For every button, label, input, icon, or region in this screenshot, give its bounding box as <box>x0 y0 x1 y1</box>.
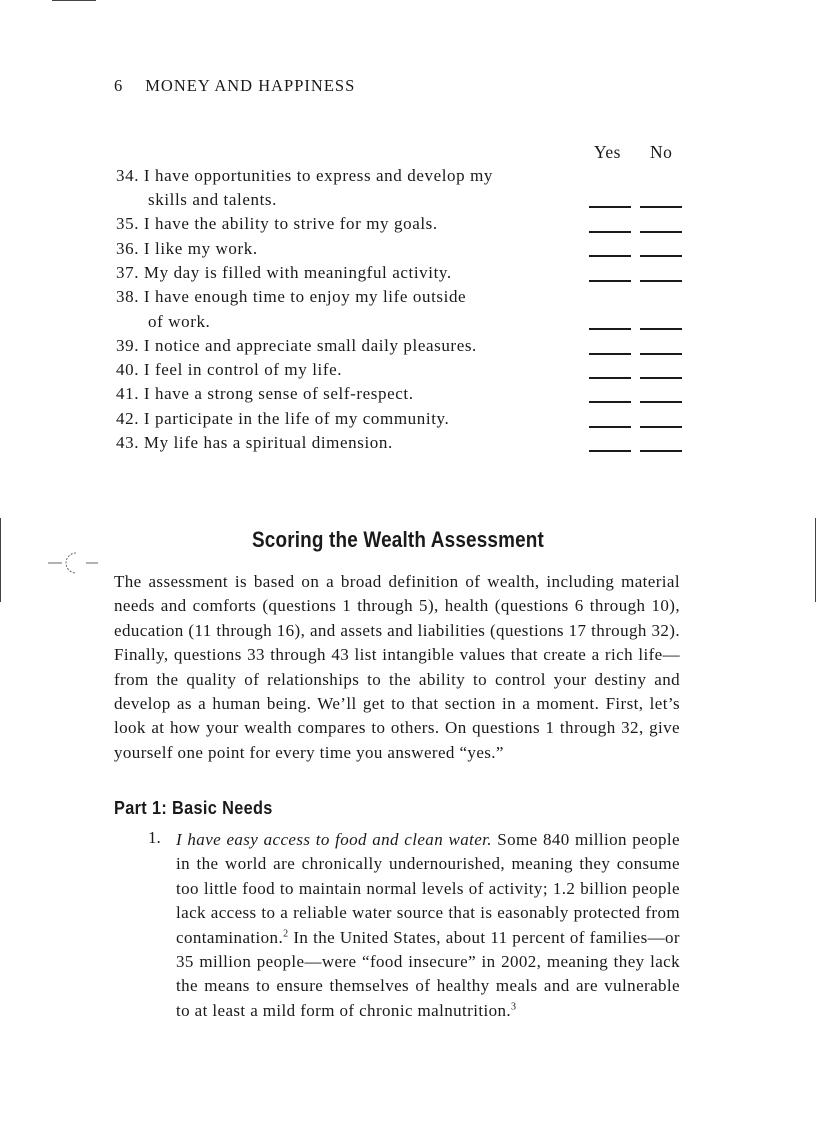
question-34-line-1: 34. I have opportunities to express and develop my <box>116 166 494 185</box>
item-lead-italic: I have easy access to food and clean water. <box>176 830 492 849</box>
no-answer-blank[interactable] <box>640 231 682 233</box>
crop-mark-top <box>52 0 96 1</box>
yes-answer-blank[interactable] <box>589 353 631 355</box>
part-heading: Part 1: Basic Needs <box>114 797 273 818</box>
book-title: MONEY AND HAPPINESS <box>145 76 356 95</box>
section-heading: Scoring the Wealth Assessment <box>251 527 545 552</box>
crop-mark-left <box>0 518 1 602</box>
question-37: 37. My day is filled with meaningful activity. <box>116 263 452 282</box>
column-header-no: No <box>650 142 673 162</box>
question-40: 40. I feel in control of my life. <box>116 360 343 379</box>
no-answer-blank[interactable] <box>640 401 682 403</box>
body-paragraph: The assessment is based on a broad definition of wealth, including material needs and comforts (questions 1 through 5), health (questions 6 through 10), education (11 through 16), and assets and liabilities (questions 17 through 32). Finally, questions 33 through 43 list intangible values that create a rich life—from the quality of relationships to the ability to control your destiny and develop as a human being. We’ll get to that section in a moment. First, let’s look at how your wealth compares to others. On questions 1 through 32, give yourself one point for every time you answered “yes.” <box>114 572 680 762</box>
yes-answer-blank[interactable] <box>589 206 631 208</box>
yes-answer-blank[interactable] <box>589 328 631 330</box>
list-item-number: 1. <box>148 828 161 847</box>
item-text-a: Some 840 million people in the world are chronically undernourished, meaning they consume too little food to maintain normal levels of activity; 1.2 billion people lack access to a reliable water source that is easonably protected from contamination. <box>176 830 680 947</box>
page-number: 6 <box>114 76 124 95</box>
running-head <box>114 76 355 96</box>
yes-answer-blank[interactable] <box>589 255 631 257</box>
question-43: 43. My life has a spiritual dimension. <box>116 433 393 452</box>
yes-answer-blank[interactable] <box>589 426 631 428</box>
question-41: 41. I have a strong sense of self-respect. <box>116 384 414 403</box>
footnote-ref-2: 2 <box>283 927 289 939</box>
no-answer-blank[interactable] <box>640 206 682 208</box>
no-answer-blank[interactable] <box>640 280 682 282</box>
question-35: 35. I have the ability to strive for my goals. <box>116 214 438 233</box>
yes-answer-blank[interactable] <box>589 401 631 403</box>
no-answer-blank[interactable] <box>640 353 682 355</box>
no-answer-blank[interactable] <box>640 328 682 330</box>
column-header-yes: Yes <box>594 142 621 162</box>
yes-answer-blank[interactable] <box>589 231 631 233</box>
question-42: 42. I participate in the life of my community. <box>116 409 450 428</box>
question-36: 36. I like my work. <box>116 239 258 258</box>
list-item-text <box>176 828 680 1023</box>
question-39: 39. I notice and appreciate small daily pleasures. <box>116 336 477 355</box>
no-answer-blank[interactable] <box>640 450 682 452</box>
no-answer-blank[interactable] <box>640 377 682 379</box>
no-answer-blank[interactable] <box>640 255 682 257</box>
yes-answer-blank[interactable] <box>589 377 631 379</box>
question-38-line-1: 38. I have enough time to enjoy my life outside <box>116 287 467 306</box>
footnote-ref-3: 3 <box>511 1001 517 1013</box>
item-text-b: In the United States, about 11 percent of families—or 35 million people—were “food insecure” in 2002, meaning they lack the means to ensure themselves of healthy meals and are vulnerable to at least a mild form of chronic malnutrition. <box>176 927 680 1020</box>
yes-answer-blank[interactable] <box>589 450 631 452</box>
yes-answer-blank[interactable] <box>589 280 631 282</box>
question-34-line-2: skills and talents. <box>148 190 277 209</box>
question-38-line-2: of work. <box>148 312 211 331</box>
no-answer-blank[interactable] <box>640 426 682 428</box>
